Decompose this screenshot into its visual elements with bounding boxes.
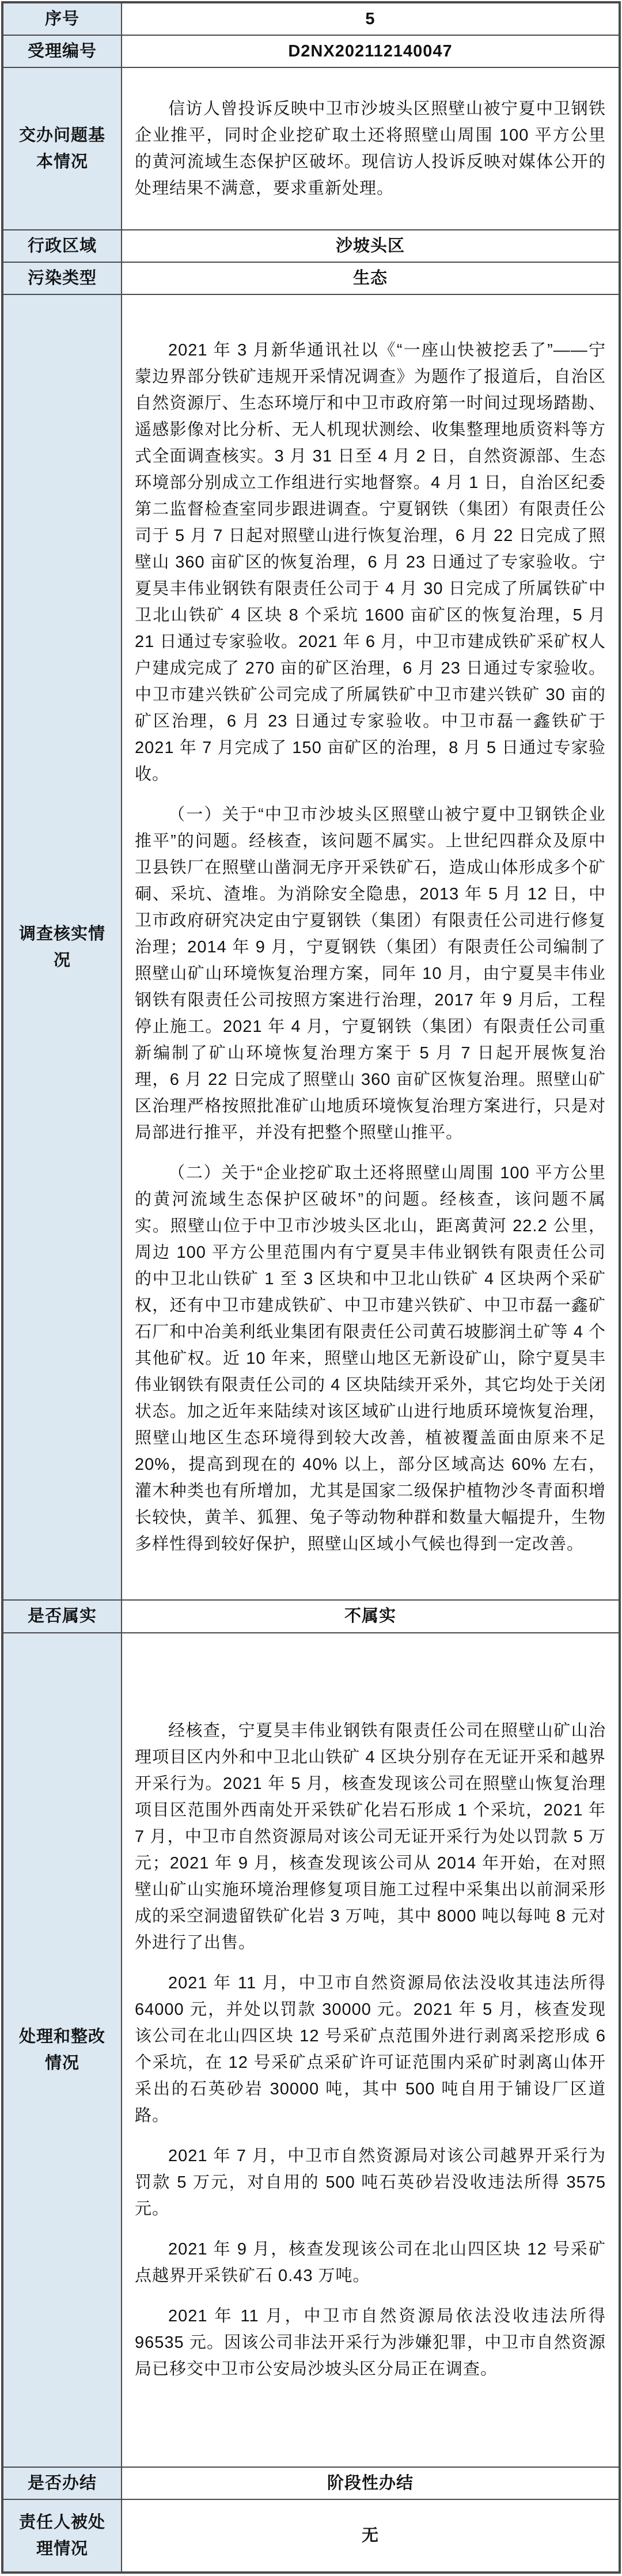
row-completed bbox=[3, 2467, 619, 2499]
serial-label: 序号 bbox=[3, 3, 122, 35]
handling-paragraph-2: 2021 年 11 月，中卫市自然资源局依法没收其违法所得 64000 元，并处以罚款 30000 元。2021 年 5 月，核查发现该公司在北山四区块 12 号采矿点范围外进行剥离采挖形成 6 个采坑，在 12 号采矿点采矿许可证范围内采矿时剥离山体开采出的石英砂岩 30000 吨，其中 500 吨自用于铺设厂区道路。 bbox=[135, 1973, 606, 2125]
truth-value: 不属实 bbox=[122, 1600, 619, 1632]
row-handling bbox=[3, 1633, 619, 2467]
petition-record-sheet bbox=[1, 1, 621, 2574]
row-district bbox=[3, 230, 619, 262]
handling-label: 处理和整改情况 bbox=[3, 1633, 122, 2467]
handling-value bbox=[122, 1633, 619, 2467]
pollution-type-label: 污染类型 bbox=[3, 262, 122, 294]
investigation-paragraph-2: （一）关于“中卫市沙坡头区照壁山被宁夏中卫钢铁企业推平”的问题。经核查，该问题不属实。上世纪四群众及原中卫县铁厂在照壁山凿洞无序开采铁矿石，造成山体形成多个矿硐、采坑、渣堆。为消除安全隐患，2013 年 5 月 12 日，中卫市政府研究决定由宁夏钢铁（集团）有限责任公司进行修复治理；2014 年 9 月，宁夏钢铁（集团）有限责任公司编制了照壁山矿山环境恢复治理方案，同年 10 月，由宁夏昊丰伟业钢铁有限责任公司按照方案进行治理，2017 年 9 月后，工程停止施工。2021 年 4 月，宁夏钢铁（集团）有限责任公司重新编制了矿山环境恢复治理方案于 5 月 7 日起开展恢复治理，6 月 22 日完成了照壁山 360 亩矿区恢复治理。照壁山矿区治理严格按照批准矿山地质环境恢复治理方案进行，只是对局部进行推平，并没有把整个照壁山推平。 bbox=[135, 805, 606, 1143]
handling-paragraph-4: 2021 年 9 月，核查发现该公司在北山四区块 12 号采矿点越界开采铁矿石 0.43 万吨。 bbox=[135, 2240, 606, 2285]
accountability-value: 无 bbox=[122, 2499, 619, 2572]
petition-record-table bbox=[2, 2, 620, 2573]
summary-text: 信访人曾投诉反映中卫市沙坡头区照壁山被宁夏中卫钢铁企业推平，同时企业挖矿取土还将照壁山周围 100 平方公里的黄河流域生态保护区破坏。现信访人投诉反映对媒体公开的处理结果不满意，要求重新处理。 bbox=[135, 100, 606, 198]
row-pollution-type bbox=[3, 262, 619, 294]
district-value: 沙坡头区 bbox=[122, 230, 619, 262]
completed-value: 阶段性办结 bbox=[122, 2467, 619, 2499]
truth-label: 是否属实 bbox=[3, 1600, 122, 1632]
investigation-paragraph-1: 2021 年 3 月新华通讯社以《“一座山快被挖丢了”——宁蒙边界部分铁矿违规开采情况调查》为题作了报道后，自治区自然资源厅、生态环境厅和中卫市政府第一时间过现场踏勘、遥感影像对比分析、无人机现状测绘、收集整理地质资料等方式全面调查核实。3 月 31 日至 4 月 2 日，自然资源部、生态环境部分别成立工作组进行实地督察。4 月 1 日，自治区纪委第二监督检查室同步跟进调查。宁夏钢铁（集团）有限责任公司于 5 月 7 日起对照壁山进行恢复治理，6 月 22 日完成了照壁山 360 亩矿区的恢复治理，6 月 23 日通过了专家验收。宁夏昊丰伟业钢铁有限责任公司于 4 月 30 日完成了所属铁矿中卫北山铁矿 4 区块 8 个采坑 1600 亩矿区的恢复治理，5 月 21 日通过专家验收。2021 年 6 月，中卫市建成铁矿采矿权人户建成完成了 270 亩的矿区治理，6 月 23 日通过专家验收。中卫市建兴铁矿公司完成了所属铁矿中卫市建兴铁矿 30 亩的矿区治理，6 月 23 日通过专家验收。中卫市磊一鑫铁矿于 2021 年 7 月完成了 150 亩矿区的治理，8 月 5 日通过专家验收。 bbox=[135, 341, 606, 784]
row-accountability bbox=[3, 2499, 619, 2572]
investigation-paragraph-3: （二）关于“企业挖矿取土还将照壁山周围 100 平方公里的黄河流域生态保护区破坏”的问题。经核查，该问题不属实。照壁山位于中卫市沙坡头区北山，距离黄河 22.2 公里，周边 100 平方公里范围内有宁夏昊丰伟业钢铁有限责任公司的中卫北山铁矿 1 至 3 区块和中卫北山铁矿 4 区块两个采矿权，还有中卫市建成铁矿、中卫市建兴铁矿、中卫市磊一鑫矿石厂和中冶美利纸业集团有限责任公司黄石坡膨润土矿等 4 个其他矿权。近 10 年来，照壁山地区无新设矿山，除宁夏昊丰伟业钢铁有限责任公司的 4 区块陆续开采外，其它均处于关闭状态。加之近年来陆续对该区域矿山进行地质环境恢复治理，照壁山地区生态环境得到较大改善，植被覆盖面由原来不足 20%，提高到现在的 40% 以上，部分区域高达 60% 左右，灌木种类也有所增加，尤其是国家二级保护植物沙冬青面积增长较快，黄羊、狐狸、兔子等动物种群和数量大幅提升，生物多样性得到较好保护，照壁山区域小气候也得到一定改善。 bbox=[135, 1164, 606, 1554]
case-no-value: D2NX202112140047 bbox=[122, 35, 619, 67]
pollution-type-value: 生态 bbox=[122, 262, 619, 294]
row-case-no bbox=[3, 35, 619, 67]
district-label: 行政区域 bbox=[3, 230, 122, 262]
handling-paragraph-5: 2021 年 11 月，中卫市自然资源局依法没收违法所得 96535 元。因该公司非法开采行为涉嫌犯罪，中卫市自然资源局已移交中卫市公安局沙坡头区分局正在调查。 bbox=[135, 2306, 606, 2378]
accountability-label: 责任人被处理情况 bbox=[3, 2499, 122, 2572]
investigation-value bbox=[122, 294, 619, 1600]
summary-value bbox=[122, 67, 619, 230]
row-serial bbox=[3, 3, 619, 35]
summary-label: 交办问题基本情况 bbox=[3, 67, 122, 230]
row-truth bbox=[3, 1600, 619, 1632]
row-investigation bbox=[3, 294, 619, 1600]
handling-paragraph-3: 2021 年 7 月，中卫市自然资源局对该公司越界开采行为罚款 5 万元，对自用的 500 吨石英砂岩没收违法所得 3575 元。 bbox=[135, 2146, 606, 2218]
investigation-label: 调查核实情况 bbox=[3, 294, 122, 1600]
serial-value: 5 bbox=[122, 3, 619, 35]
case-no-label: 受理编号 bbox=[3, 35, 122, 67]
row-summary bbox=[3, 67, 619, 230]
handling-paragraph-1: 经核查，宁夏昊丰伟业钢铁有限责任公司在照壁山矿山治理项目区内外和中卫北山铁矿 4 区块分别存在无证开采和越界开采行为。2021 年 5 月，核查发现该公司在照壁山恢复治理项目区范围外西南处开采铁矿化岩石形成 1 个采坑，2021 年 7 月，中卫市自然资源局对该公司无证开采行为处以罚款 5 万元；2021 年 9 月，核查发现该公司从 2014 年开始，在对照壁山矿山实施环境治理修复项目施工过程中采集出以前洞采形成的采空洞遗留铁矿化岩 3 万吨，其中 8000 吨以每吨 8 元对外进行了出售。 bbox=[135, 1721, 606, 1952]
completed-label: 是否办结 bbox=[3, 2467, 122, 2499]
